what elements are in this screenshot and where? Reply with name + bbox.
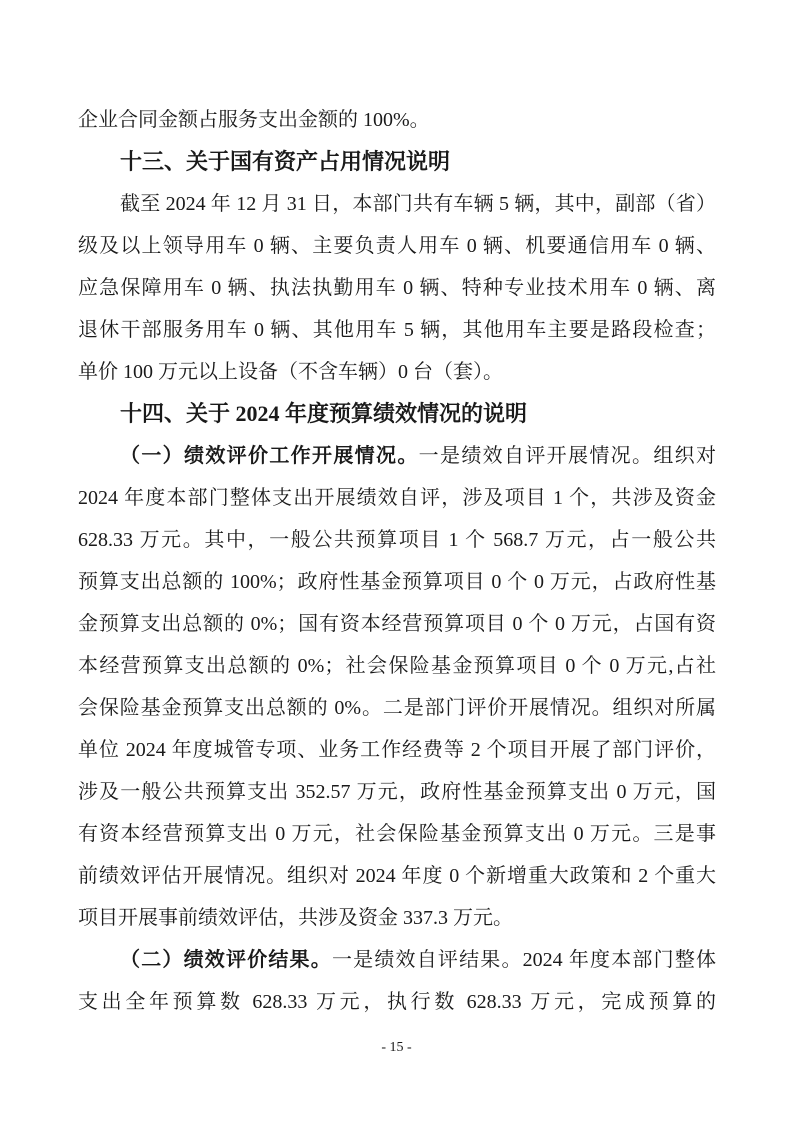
line-text: 级及以上领导用车 0 辆、主要负责人用车 0 辆、机要通信用车 0 辆、 [78,235,716,257]
paragraph-line [78,267,716,309]
line-text: 项目开展事前绩效评估，共涉及资金 337.3 万元。 [78,907,513,929]
line-text: 支出全年预算数 628.33 万元，执行数 628.33 万元，完成预算的 [78,991,716,1013]
paragraph-line [78,603,716,645]
line-text: 截至 2024 年 12 月 31 日，本部门共有车辆 5 辆，其中，副部（省） [120,193,716,215]
line-text: 退休干部服务用车 0 辆、其他用车 5 辆，其他用车主要是路段检查； [78,319,716,341]
paragraph-line [78,435,716,477]
paragraph-line [78,897,716,939]
line-text: 一是绩效自评结果。2024 年度本部门整体 [331,949,716,971]
paragraph-line [78,981,716,1023]
line-text: 前绩效评估开展情况。组织对 2024 年度 0 个新增重大政策和 2 个重大 [78,865,716,887]
page-number: - 15 - [381,1040,412,1055]
line-text: 会保险基金预算支出总额的 0%。二是部门评价开展情况。组织对所属 [78,697,716,719]
line-text: 应急保障用车 0 辆、执法执勤用车 0 辆、特种专业技术用车 0 辆、离 [78,277,716,299]
line-text: 628.33 万元。其中，一般公共预算项目 1 个 568.7 万元，占一般公共 [78,529,716,551]
section-heading-14 [78,393,716,435]
heading-text: 十四、关于 2024 年度预算绩效情况的说明 [120,401,528,426]
line-bold-lead: （二）绩效评价结果。 [120,949,332,971]
paragraph-line [78,225,716,267]
paragraph-line [78,477,716,519]
paragraph-line [78,771,716,813]
section-heading-13 [78,141,716,183]
line-text: 预算支出总额的 100%；政府性基金预算项目 0 个 0 万元，占政府性基 [78,571,716,593]
paragraph-line [78,561,716,603]
line-text: 金预算支出总额的 0%；国有资本经营预算项目 0 个 0 万元，占国有资 [78,613,716,635]
line-bold-lead: （一）绩效评价工作开展情况。 [120,445,419,467]
paragraph-line [78,645,716,687]
paragraph-line [78,309,716,351]
paragraph-line [78,939,716,981]
paragraph-line [78,519,716,561]
line-text: 一是绩效自评开展情况。组织对 [418,445,716,467]
paragraph-line [78,183,716,225]
line-text: 单价 100 万元以上设备（不含车辆）0 台（套）。 [78,361,503,383]
document-body [78,99,716,1023]
paragraph-line [78,351,716,393]
paragraph-line [78,855,716,897]
paragraph-line [78,687,716,729]
line-text: 企业合同金额占服务支出金额的 100%。 [78,109,430,131]
paragraph-line [78,99,716,141]
heading-text: 十三、关于国有资产占用情况说明 [120,149,451,174]
line-text: 本经营预算支出总额的 0%；社会保险基金预算项目 0 个 0 万元,占社 [78,655,716,677]
line-text: 单位 2024 年度城管专项、业务工作经费等 2 个项目开展了部门评价， [78,739,716,761]
line-text: 2024 年度本部门整体支出开展绩效自评，涉及项目 1 个，共涉及资金 [78,487,716,509]
paragraph-line [78,813,716,855]
line-text: 有资本经营预算支出 0 万元，社会保险基金预算支出 0 万元。三是事 [78,823,716,845]
line-text: 涉及一般公共预算支出 352.57 万元，政府性基金预算支出 0 万元，国 [78,781,716,803]
paragraph-line [78,729,716,771]
